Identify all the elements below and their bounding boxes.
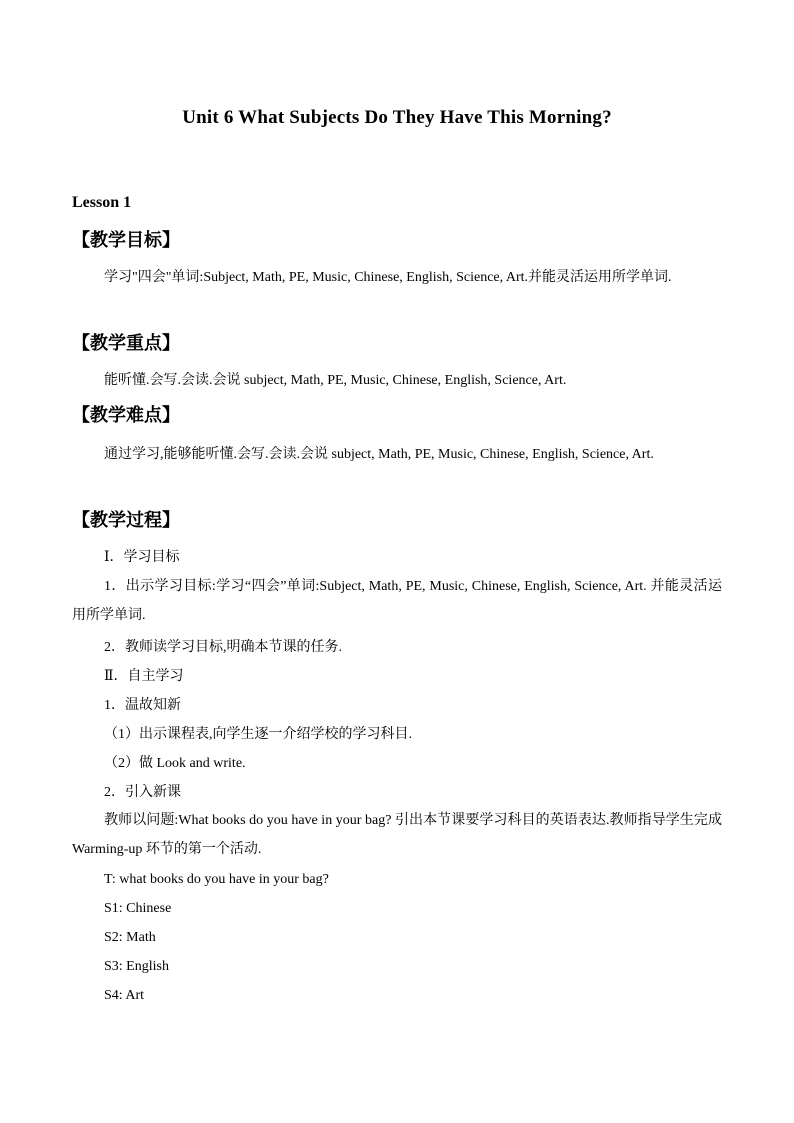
process-item: 1．出示学习目标:学习“四会”单词:Subject, Math, PE, Music, Chinese, English, Science, Art. 并能灵活运用所学单词. <box>72 579 722 623</box>
difficulties-text: 通过学习,能够能听懂.会写.会读.会说 subject, Math, PE, Music, Chinese, English, Science, Art. <box>104 447 654 462</box>
section-text-key-points <box>72 366 722 395</box>
dialogue-line: T: what books do you have in your bag? <box>104 872 329 887</box>
lesson-label: Lesson 1 <box>72 194 132 211</box>
section-text-difficulties <box>72 440 722 469</box>
process-item: 2．教师读学习目标,明确本节课的任务. <box>104 640 342 655</box>
goals-text: 学习"四会"单词:Subject, Math, PE, Music, Chinese, English, Science, Art.并能灵活运用所学单词. <box>104 270 672 285</box>
process-item: Ⅰ．学习目标 <box>104 550 180 565</box>
document-title: Unit 6 What Subjects Do They Have This Morning? <box>182 107 612 128</box>
process-item: Ⅱ．自主学习 <box>104 669 184 684</box>
process-item: 1．温故知新 <box>104 698 181 713</box>
dialogue-line: S1: Chinese <box>104 901 172 916</box>
process-item: 2．引入新课 <box>104 785 181 800</box>
process-item: （2）做 Look and write. <box>104 756 246 771</box>
dialogue-line: S4: Art <box>104 988 145 1003</box>
dialogue-line: S3: English <box>104 959 169 974</box>
section-heading-key-points: 【教学重点】 <box>72 333 180 354</box>
section-heading-goals: 【教学目标】 <box>72 230 180 251</box>
dialogue-line: S2: Math <box>104 930 156 945</box>
section-heading-process: 【教学过程】 <box>72 510 180 531</box>
process-item: （1）出示课程表,向学生逐一介绍学校的学习科目. <box>104 727 412 742</box>
key-points-text: 能听懂.会写.会读.会说 subject, Math, PE, Music, Chinese, English, Science, Art. <box>104 373 567 388</box>
section-heading-difficulties: 【教学难点】 <box>72 405 180 426</box>
section-text-goals <box>72 263 722 292</box>
process-item: 教师以问题:What books do you have in your bag? 引出本节课要学习科目的英语表达.教师指导学生完成 Warming-up 环节的第一个活动. <box>72 813 722 857</box>
